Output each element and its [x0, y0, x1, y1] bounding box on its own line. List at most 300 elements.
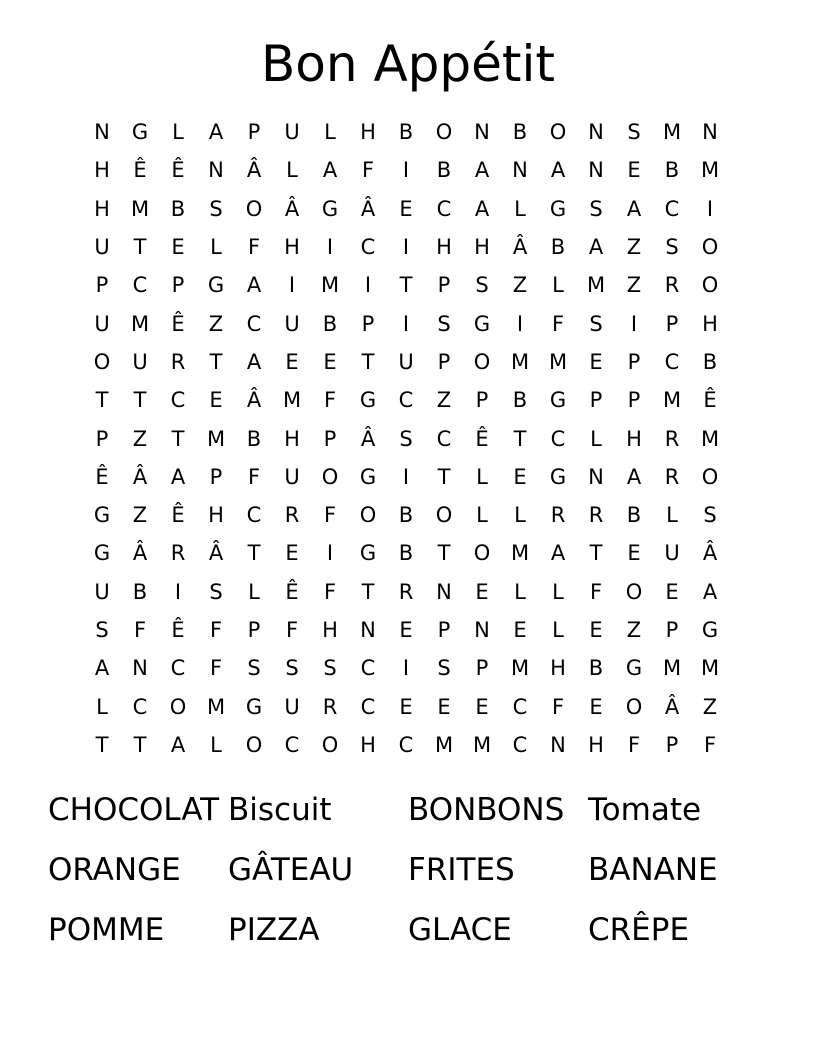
grid-letter: U	[284, 311, 300, 336]
grid-letter: N	[702, 120, 718, 145]
grid-letter: L	[514, 196, 526, 221]
grid-letter: M	[320, 273, 340, 298]
grid-letter: E	[285, 349, 299, 374]
grid-letter: A	[246, 273, 262, 298]
grid-letter: N	[208, 158, 224, 183]
word-bank-item: GLACE	[408, 912, 512, 948]
grid-letter: P	[171, 273, 185, 298]
grid-letter: F	[589, 579, 603, 604]
grid-letter: F	[361, 158, 375, 183]
grid-letter: C	[436, 426, 452, 451]
grid-letter: C	[170, 656, 186, 681]
grid-letter: C	[132, 273, 148, 298]
grid-letter: F	[209, 618, 223, 642]
grid-letter: Z	[436, 388, 452, 413]
grid-letter: U	[94, 311, 110, 336]
grid-letter: T	[513, 426, 527, 451]
grid-letter: B	[398, 120, 414, 145]
grid-letter: O	[701, 273, 719, 298]
grid-letter: E	[475, 694, 489, 719]
grid-letter: H	[550, 656, 566, 681]
grid-letter: F	[247, 464, 261, 489]
grid-letter: M	[662, 120, 682, 145]
grid-letter: P	[589, 388, 603, 413]
grid-letter: Â	[246, 388, 262, 413]
grid-letter: U	[284, 464, 300, 489]
grid-letter: P	[247, 618, 261, 642]
grid-letter: B	[664, 158, 680, 183]
grid-letter: F	[323, 503, 337, 528]
grid-letter: H	[474, 235, 490, 260]
grid-letter: G	[473, 311, 491, 336]
grid-letter: S	[703, 503, 717, 528]
grid-letter: P	[665, 618, 679, 642]
grid-letter: G	[321, 196, 339, 221]
grid-letter: E	[209, 388, 223, 413]
grid-letter: B	[132, 579, 148, 604]
grid-letter: C	[512, 732, 528, 757]
grid-letter: O	[473, 349, 491, 374]
grid-letter: E	[399, 196, 413, 221]
grid-letter: B	[512, 120, 528, 145]
grid-letter: Ê	[171, 618, 185, 642]
grid-row	[83, 534, 729, 572]
grid-letter: U	[284, 694, 300, 719]
grid-letter: A	[588, 235, 604, 260]
grid-letter: R	[170, 349, 186, 374]
grid-letter: B	[398, 503, 414, 528]
grid-letter: F	[551, 694, 565, 719]
grid-letter: C	[360, 694, 376, 719]
grid-letter: E	[627, 158, 641, 183]
grid-letter: F	[133, 618, 147, 642]
grid-letter: P	[95, 273, 109, 298]
grid-letter: T	[171, 426, 185, 451]
grid-letter: P	[475, 388, 489, 413]
grid-row	[83, 190, 729, 228]
grid-letter: P	[437, 618, 451, 642]
grid-letter: M	[700, 158, 720, 183]
word-bank-row	[48, 840, 768, 900]
word-bank-item: FRITES	[408, 852, 515, 888]
grid-letter: S	[437, 311, 451, 336]
grid-letter: E	[171, 235, 185, 260]
grid-letter: L	[590, 426, 602, 451]
grid-row	[83, 573, 729, 611]
grid-letter: C	[246, 503, 262, 528]
grid-letter: P	[323, 426, 337, 451]
grid-letter: R	[664, 273, 680, 298]
grid-letter: C	[550, 426, 566, 451]
grid-letter: Z	[702, 694, 718, 719]
grid-letter: M	[206, 694, 226, 719]
grid-letter: R	[322, 694, 338, 719]
grid-row	[83, 649, 729, 687]
grid-letter: F	[247, 235, 261, 260]
grid-row	[83, 343, 729, 381]
grid-letter: L	[476, 503, 488, 528]
grid-letter: H	[284, 426, 300, 451]
word-bank-item: GÂTEAU	[228, 852, 354, 888]
grid-letter: S	[399, 426, 413, 451]
grid-letter: S	[209, 579, 223, 604]
grid-letter: T	[361, 579, 375, 604]
grid-row	[83, 458, 729, 496]
grid-letter: Â	[246, 158, 262, 183]
grid-letter: P	[437, 349, 451, 374]
grid-letter: H	[626, 426, 642, 451]
grid-letter: G	[359, 541, 377, 566]
grid-letter: I	[402, 656, 410, 681]
grid-letter: T	[399, 273, 413, 298]
grid-letter: P	[361, 311, 375, 336]
grid-row	[83, 419, 729, 457]
grid-letter: U	[398, 349, 414, 374]
grid-letter: Z	[132, 503, 148, 528]
grid-letter: C	[284, 732, 300, 757]
grid-letter: L	[172, 120, 184, 145]
grid-letter: N	[474, 618, 490, 642]
grid-letter: C	[170, 388, 186, 413]
grid-letter: G	[131, 120, 149, 145]
grid-letter: E	[323, 349, 337, 374]
grid-letter: M	[586, 273, 606, 298]
grid-letter: B	[512, 388, 528, 413]
grid-row	[83, 381, 729, 419]
grid-letter: M	[662, 656, 682, 681]
grid-letter: H	[360, 732, 376, 757]
grid-letter: I	[326, 235, 334, 260]
grid-letter: S	[437, 656, 451, 681]
grid-letter: F	[323, 579, 337, 604]
grid-letter: H	[588, 732, 604, 757]
grid-letter: I	[174, 579, 182, 604]
grid-letter: P	[247, 120, 261, 145]
grid-letter: Â	[132, 541, 148, 566]
grid-letter: G	[245, 694, 263, 719]
grid-letter: C	[398, 388, 414, 413]
grid-letter: A	[550, 158, 566, 183]
grid-letter: O	[549, 120, 567, 145]
grid-letter: H	[436, 235, 452, 260]
grid-letter: O	[245, 732, 263, 757]
grid-letter: Â	[360, 426, 376, 451]
grid-letter: H	[322, 618, 338, 642]
grid-letter: R	[550, 503, 566, 528]
grid-letter: T	[361, 349, 375, 374]
grid-letter: A	[170, 732, 186, 757]
grid-letter: C	[664, 196, 680, 221]
grid-letter: H	[702, 311, 718, 336]
grid-letter: Ê	[133, 158, 147, 183]
grid-letter: G	[625, 656, 643, 681]
grid-letter: M	[206, 426, 226, 451]
grid-letter: A	[94, 656, 110, 681]
grid-letter: B	[322, 311, 338, 336]
grid-letter: O	[359, 503, 377, 528]
grid-letter: M	[510, 656, 530, 681]
grid-letter: U	[94, 579, 110, 604]
grid-letter: E	[285, 541, 299, 566]
grid-letter: S	[323, 656, 337, 681]
grid-letter: L	[210, 235, 222, 260]
grid-letter: B	[550, 235, 566, 260]
grid-letter: M	[472, 732, 492, 757]
grid-letter: O	[473, 541, 491, 566]
grid-letter: T	[589, 541, 603, 566]
grid-letter: L	[666, 503, 678, 528]
word-bank-item: CHOCOLAT	[48, 792, 220, 828]
grid-letter: M	[510, 349, 530, 374]
grid-letter: R	[664, 426, 680, 451]
grid-letter: I	[364, 273, 372, 298]
grid-letter: Z	[512, 273, 528, 298]
grid-letter: E	[513, 464, 527, 489]
grid-letter: L	[514, 579, 526, 604]
grid-letter: H	[284, 235, 300, 260]
grid-letter: O	[435, 120, 453, 145]
grid-letter: A	[474, 158, 490, 183]
grid-letter: Z	[208, 311, 224, 336]
grid-letter: N	[588, 464, 604, 489]
grid-letter: O	[169, 694, 187, 719]
grid-letter: M	[130, 311, 150, 336]
grid-letter: S	[209, 196, 223, 221]
grid-letter: H	[208, 503, 224, 528]
grid-letter: G	[93, 503, 111, 528]
grid-letter: A	[626, 464, 642, 489]
grid-letter: H	[360, 120, 376, 145]
grid-letter: E	[627, 541, 641, 566]
grid-letter: N	[436, 579, 452, 604]
grid-letter: M	[662, 388, 682, 413]
grid-letter: L	[552, 273, 564, 298]
grid-letter: N	[588, 120, 604, 145]
grid-letter: R	[398, 579, 414, 604]
grid-letter: I	[402, 311, 410, 336]
grid-letter: O	[701, 464, 719, 489]
grid-row	[83, 151, 729, 189]
grid-letter: F	[209, 656, 223, 681]
grid-letter: I	[288, 273, 296, 298]
grid-letter: Z	[626, 273, 642, 298]
grid-letter: R	[170, 541, 186, 566]
grid-row	[83, 611, 729, 649]
grid-letter: B	[246, 426, 262, 451]
grid-letter: P	[209, 464, 223, 489]
grid-letter: C	[360, 656, 376, 681]
grid-letter: M	[282, 388, 302, 413]
grid-letter: L	[96, 694, 108, 719]
grid-letter: F	[551, 311, 565, 336]
grid-letter: M	[548, 349, 568, 374]
grid-letter: E	[437, 694, 451, 719]
grid-letter: Â	[512, 235, 528, 260]
grid-letter: M	[510, 541, 530, 566]
grid-letter: P	[627, 349, 641, 374]
grid-letter: G	[549, 388, 567, 413]
grid-letter: Z	[626, 235, 642, 260]
word-bank-item: Biscuit	[228, 792, 332, 828]
grid-letter: S	[247, 656, 261, 681]
grid-letter: S	[475, 273, 489, 298]
word-bank-item: POMME	[48, 912, 165, 948]
grid-letter: M	[130, 196, 150, 221]
grid-letter: I	[630, 311, 638, 336]
grid-letter: F	[627, 732, 641, 757]
grid-row	[83, 496, 729, 534]
grid-letter: U	[94, 235, 110, 260]
grid-letter: L	[286, 158, 298, 183]
grid-letter: S	[627, 120, 641, 145]
grid-letter: S	[589, 196, 603, 221]
grid-letter: L	[210, 732, 222, 757]
grid-letter: L	[552, 618, 564, 642]
grid-letter: L	[324, 120, 336, 145]
grid-letter: I	[516, 311, 524, 336]
grid-letter: A	[550, 541, 566, 566]
grid-letter: T	[437, 541, 451, 566]
grid-letter: Â	[360, 196, 376, 221]
grid-letter: O	[245, 196, 263, 221]
grid-letter: C	[664, 349, 680, 374]
grid-letter: Ê	[703, 388, 717, 413]
word-bank-item: ORANGE	[48, 852, 181, 888]
grid-letter: T	[247, 541, 261, 566]
grid-letter: H	[94, 158, 110, 183]
grid-letter: A	[702, 579, 718, 604]
grid-letter: O	[321, 732, 339, 757]
grid-letter: E	[589, 349, 603, 374]
grid-letter: I	[326, 541, 334, 566]
grid-letter: C	[132, 694, 148, 719]
grid-letter: Ê	[171, 311, 185, 336]
grid-letter: A	[474, 196, 490, 221]
grid-letter: G	[549, 464, 567, 489]
grid-letter: B	[626, 503, 642, 528]
grid-letter: A	[208, 120, 224, 145]
grid-letter: R	[588, 503, 604, 528]
grid-letter: U	[284, 120, 300, 145]
word-bank-row	[48, 780, 768, 840]
grid-letter: Â	[208, 541, 224, 566]
word-bank-item: Tomate	[588, 792, 702, 828]
grid-letter: C	[246, 311, 262, 336]
grid-letter: R	[284, 503, 300, 528]
grid-letter: N	[588, 158, 604, 183]
grid-letter: U	[664, 541, 680, 566]
grid-letter: Z	[626, 618, 642, 642]
grid-letter: O	[435, 503, 453, 528]
grid-letter: R	[664, 464, 680, 489]
grid-letter: S	[95, 618, 109, 642]
grid-letter: G	[93, 541, 111, 566]
grid-row	[83, 228, 729, 266]
grid-letter: T	[133, 388, 147, 413]
grid-letter: O	[701, 235, 719, 260]
grid-letter: B	[588, 656, 604, 681]
grid-letter: B	[398, 541, 414, 566]
grid-letter: N	[550, 732, 566, 757]
grid-letter: F	[703, 732, 717, 757]
grid-letter: E	[475, 579, 489, 604]
grid-letter: N	[512, 158, 528, 183]
grid-letter: H	[94, 196, 110, 221]
letter-grid	[83, 113, 729, 764]
grid-letter: O	[93, 349, 111, 374]
grid-letter: C	[398, 732, 414, 757]
grid-letter: T	[95, 732, 109, 757]
grid-letter: A	[246, 349, 262, 374]
grid-letter: E	[589, 694, 603, 719]
grid-letter: E	[399, 618, 413, 642]
grid-letter: I	[402, 158, 410, 183]
grid-letter: T	[133, 235, 147, 260]
grid-letter: B	[702, 349, 718, 374]
grid-letter: I	[402, 235, 410, 260]
grid-letter: T	[133, 732, 147, 757]
word-bank-item: CRÊPE	[588, 912, 690, 948]
grid-letter: N	[94, 120, 110, 145]
grid-letter: S	[285, 656, 299, 681]
grid-letter: Ê	[171, 158, 185, 183]
grid-letter: Ê	[285, 579, 299, 604]
grid-letter: P	[665, 732, 679, 757]
grid-letter: Ê	[475, 426, 489, 451]
page-title: Bon Appétit	[260, 35, 556, 93]
grid-letter: F	[323, 388, 337, 413]
grid-letter: A	[626, 196, 642, 221]
grid-letter: G	[549, 196, 567, 221]
grid-letter: O	[625, 579, 643, 604]
grid-letter: C	[360, 235, 376, 260]
grid-letter: L	[552, 579, 564, 604]
grid-letter: T	[437, 464, 451, 489]
grid-letter: U	[132, 349, 148, 374]
grid-letter: B	[436, 158, 452, 183]
grid-letter: P	[665, 311, 679, 336]
grid-letter: B	[170, 196, 186, 221]
grid-letter: G	[359, 464, 377, 489]
grid-letter: E	[399, 694, 413, 719]
grid-letter: N	[132, 656, 148, 681]
grid-row	[83, 304, 729, 342]
grid-letter: P	[95, 426, 109, 451]
grid-letter: E	[513, 618, 527, 642]
grid-letter: M	[700, 656, 720, 681]
grid-letter: N	[360, 618, 376, 642]
word-bank-item: PIZZA	[228, 912, 320, 948]
word-bank	[48, 780, 768, 960]
grid-letter: T	[209, 349, 223, 374]
grid-letter: M	[434, 732, 454, 757]
grid-letter: F	[285, 618, 299, 642]
grid-letter: E	[589, 618, 603, 642]
grid-letter: O	[321, 464, 339, 489]
grid-letter: S	[665, 235, 679, 260]
grid-letter: Â	[132, 464, 148, 489]
grid-row	[83, 726, 729, 764]
grid-letter: I	[402, 464, 410, 489]
grid-row	[83, 113, 729, 151]
grid-letter: Ê	[171, 503, 185, 528]
grid-letter: P	[475, 656, 489, 681]
grid-letter: S	[589, 311, 603, 336]
grid-row	[83, 266, 729, 304]
grid-letter: G	[207, 273, 225, 298]
grid-letter: Â	[284, 196, 300, 221]
grid-letter: C	[436, 196, 452, 221]
